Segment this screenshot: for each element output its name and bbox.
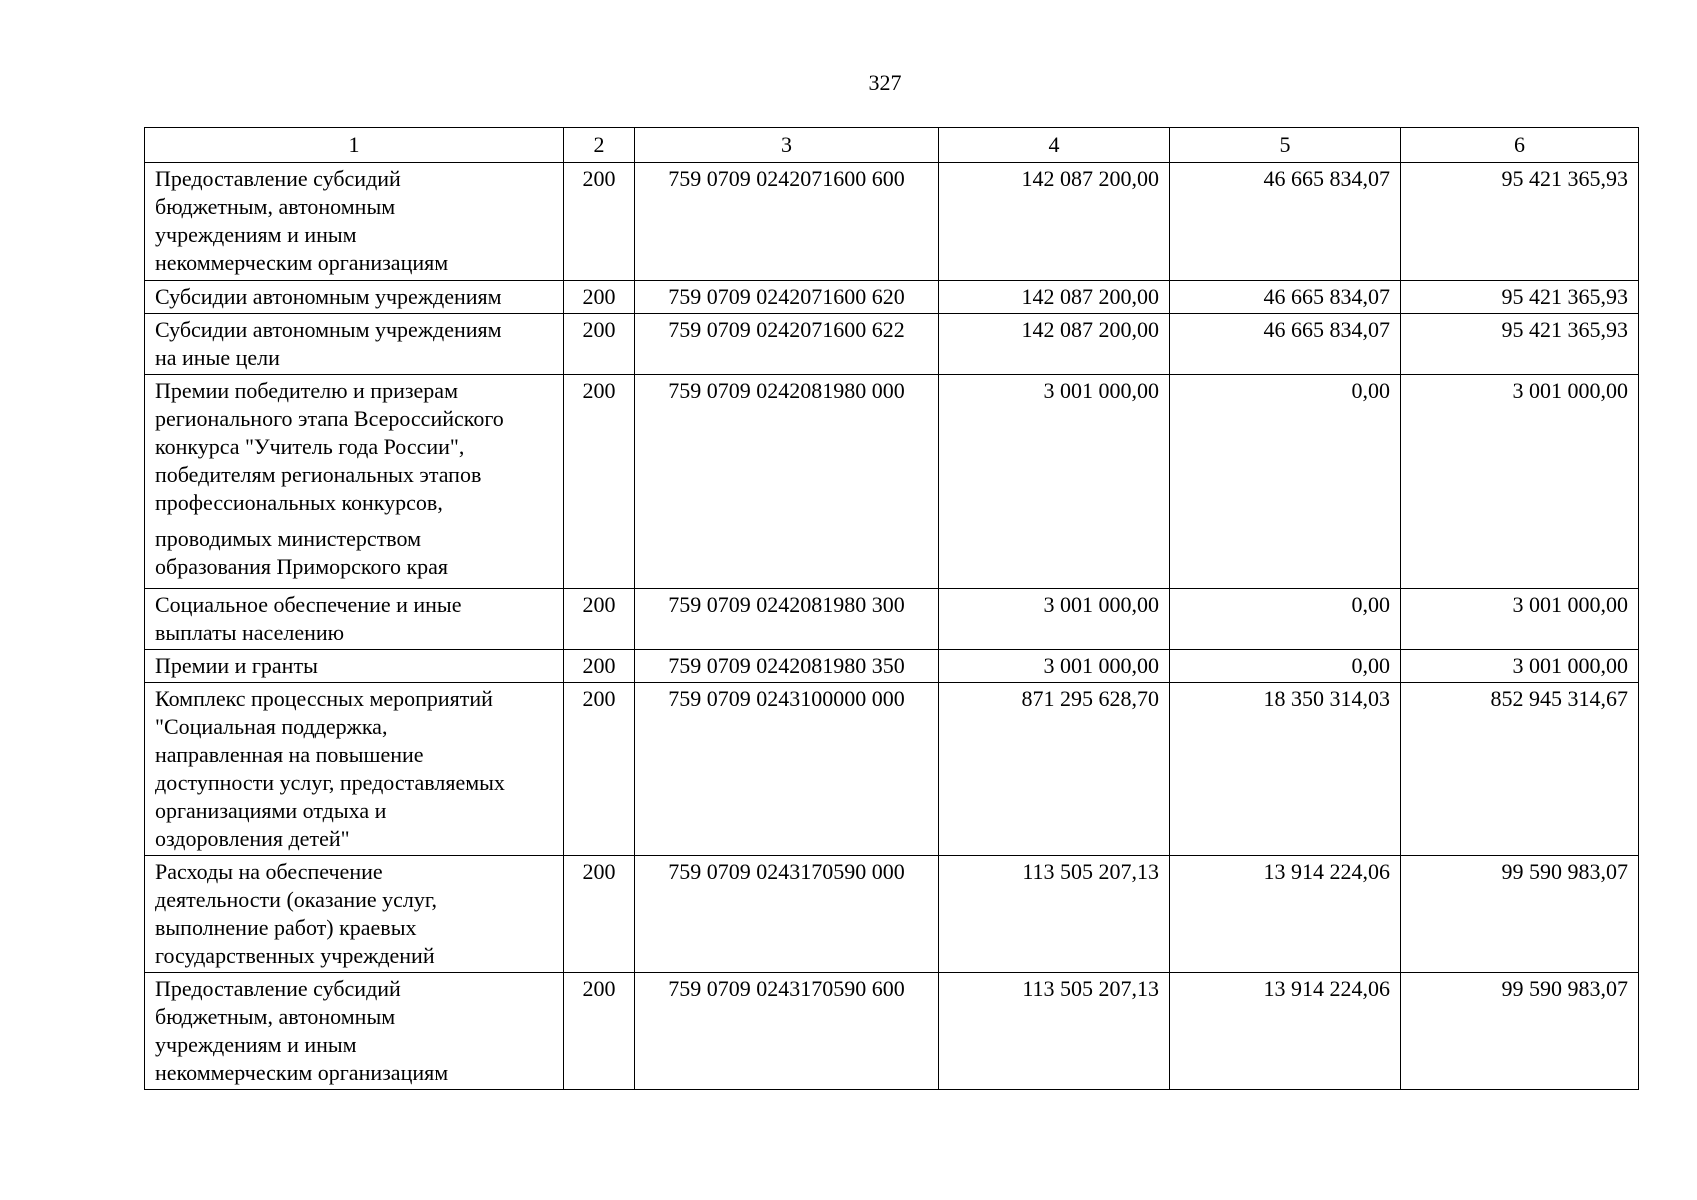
item-name-line: организациями отдыха и bbox=[155, 798, 387, 823]
budget-table bbox=[144, 127, 1639, 1090]
item-remaining: 3 001 000,00 bbox=[1401, 375, 1639, 589]
item-name-line: некоммерческим организациям bbox=[155, 250, 449, 275]
item-approved: 113 505 207,13 bbox=[939, 856, 1170, 973]
page-number: 327 bbox=[868, 70, 902, 95]
table-row bbox=[145, 650, 1639, 683]
item-remaining: 95 421 365,93 bbox=[1401, 163, 1639, 281]
item-classification: 759 0709 0242081980 000 bbox=[635, 375, 939, 589]
item-name-line: Предоставление субсидий bbox=[155, 976, 401, 1001]
item-name bbox=[145, 683, 564, 856]
item-code: 200 bbox=[564, 314, 635, 375]
table-header-row bbox=[145, 128, 1639, 163]
item-name-line: Субсидии автономным учреждениям bbox=[155, 317, 502, 342]
header-cell: 6 bbox=[1401, 128, 1639, 163]
item-name-line: Предоставление субсидий bbox=[155, 166, 401, 191]
item-classification: 759 0709 0242081980 350 bbox=[635, 650, 939, 683]
item-name-line: бюджетным, автономным bbox=[155, 194, 396, 219]
item-name-line: "Социальная поддержка, bbox=[155, 714, 388, 739]
item-name-line: конкурса "Учитель года России", bbox=[155, 434, 465, 459]
item-code: 200 bbox=[564, 650, 635, 683]
table-row bbox=[145, 314, 1639, 375]
item-code: 200 bbox=[564, 281, 635, 314]
item-approved: 142 087 200,00 bbox=[939, 314, 1170, 375]
item-name-line: победителям региональных этапов bbox=[155, 462, 482, 487]
item-code: 200 bbox=[564, 163, 635, 281]
item-remaining: 99 590 983,07 bbox=[1401, 856, 1639, 973]
item-name-line: учреждениям и иным bbox=[155, 222, 357, 247]
item-classification: 759 0709 0242071600 600 bbox=[635, 163, 939, 281]
item-name-line: доступности услуг, предоставляемых bbox=[155, 770, 505, 795]
item-name bbox=[145, 281, 564, 314]
item-classification: 759 0709 0243170590 000 bbox=[635, 856, 939, 973]
item-name-line: государственных учреждений bbox=[155, 943, 435, 968]
item-approved: 871 295 628,70 bbox=[939, 683, 1170, 856]
item-executed: 46 665 834,07 bbox=[1170, 163, 1401, 281]
item-name bbox=[145, 650, 564, 683]
item-executed: 0,00 bbox=[1170, 375, 1401, 589]
item-name-line: регионального этапа Всероссийского bbox=[155, 406, 504, 431]
item-name-line: выполнение работ) краевых bbox=[155, 915, 417, 940]
table-row bbox=[145, 589, 1639, 650]
item-name-line: оздоровления детей" bbox=[155, 826, 350, 851]
item-name-line: проводимых министерством bbox=[155, 526, 422, 551]
item-name-line: выплаты населению bbox=[155, 620, 345, 645]
table-row bbox=[145, 281, 1639, 314]
item-approved: 3 001 000,00 bbox=[939, 589, 1170, 650]
table-row bbox=[145, 856, 1639, 973]
item-executed: 46 665 834,07 bbox=[1170, 281, 1401, 314]
item-executed: 18 350 314,03 bbox=[1170, 683, 1401, 856]
item-code: 200 bbox=[564, 683, 635, 856]
item-approved: 113 505 207,13 bbox=[939, 973, 1170, 1090]
item-name-line: деятельности (оказание услуг, bbox=[155, 887, 437, 912]
item-approved: 142 087 200,00 bbox=[939, 163, 1170, 281]
header-cell: 5 bbox=[1170, 128, 1401, 163]
item-classification: 759 0709 0242071600 620 bbox=[635, 281, 939, 314]
table-row bbox=[145, 973, 1639, 1090]
header-cell: 1 bbox=[145, 128, 564, 163]
item-name-line: Премии победителю и призерам bbox=[155, 378, 458, 403]
item-name-line: некоммерческим организациям bbox=[155, 1060, 449, 1085]
item-executed: 13 914 224,06 bbox=[1170, 856, 1401, 973]
item-approved: 3 001 000,00 bbox=[939, 650, 1170, 683]
item-executed: 46 665 834,07 bbox=[1170, 314, 1401, 375]
item-classification: 759 0709 0242081980 300 bbox=[635, 589, 939, 650]
item-name-line: Социальное обеспечение и иные bbox=[155, 592, 462, 617]
table-row bbox=[145, 683, 1639, 856]
header-cell: 3 bbox=[635, 128, 939, 163]
item-classification: 759 0709 0242071600 622 bbox=[635, 314, 939, 375]
item-name-line: Комплекс процессных мероприятий bbox=[155, 686, 493, 711]
item-executed: 0,00 bbox=[1170, 650, 1401, 683]
item-classification: 759 0709 0243170590 600 bbox=[635, 973, 939, 1090]
item-name-line: Субсидии автономным учреждениям bbox=[155, 284, 502, 309]
table-row bbox=[145, 375, 1639, 589]
item-name bbox=[145, 589, 564, 650]
item-remaining: 3 001 000,00 bbox=[1401, 589, 1639, 650]
item-name bbox=[145, 856, 564, 973]
item-code: 200 bbox=[564, 856, 635, 973]
item-name bbox=[145, 314, 564, 375]
item-remaining: 95 421 365,93 bbox=[1401, 281, 1639, 314]
item-name-line: профессиональных конкурсов, bbox=[155, 490, 443, 515]
item-approved: 142 087 200,00 bbox=[939, 281, 1170, 314]
header-cell: 2 bbox=[564, 128, 635, 163]
item-executed: 13 914 224,06 bbox=[1170, 973, 1401, 1090]
item-remaining: 95 421 365,93 bbox=[1401, 314, 1639, 375]
item-name-line: направленная на повышение bbox=[155, 742, 424, 767]
item-executed: 0,00 bbox=[1170, 589, 1401, 650]
item-name-line: бюджетным, автономным bbox=[155, 1004, 396, 1029]
item-name-line: учреждениям и иным bbox=[155, 1032, 357, 1057]
item-name-line: на иные цели bbox=[155, 345, 280, 370]
header-cell: 4 bbox=[939, 128, 1170, 163]
item-name bbox=[145, 375, 564, 589]
item-code: 200 bbox=[564, 973, 635, 1090]
item-name bbox=[145, 973, 564, 1090]
item-classification: 759 0709 0243100000 000 bbox=[635, 683, 939, 856]
item-name-line: Расходы на обеспечение bbox=[155, 859, 383, 884]
item-name-line: образования Приморского края bbox=[155, 554, 449, 579]
item-remaining: 99 590 983,07 bbox=[1401, 973, 1639, 1090]
item-remaining: 852 945 314,67 bbox=[1401, 683, 1639, 856]
item-remaining: 3 001 000,00 bbox=[1401, 650, 1639, 683]
item-name-line: Премии и гранты bbox=[155, 653, 318, 678]
item-code: 200 bbox=[564, 589, 635, 650]
item-name bbox=[145, 163, 564, 281]
item-code: 200 bbox=[564, 375, 635, 589]
item-approved: 3 001 000,00 bbox=[939, 375, 1170, 589]
table-row bbox=[145, 163, 1639, 281]
